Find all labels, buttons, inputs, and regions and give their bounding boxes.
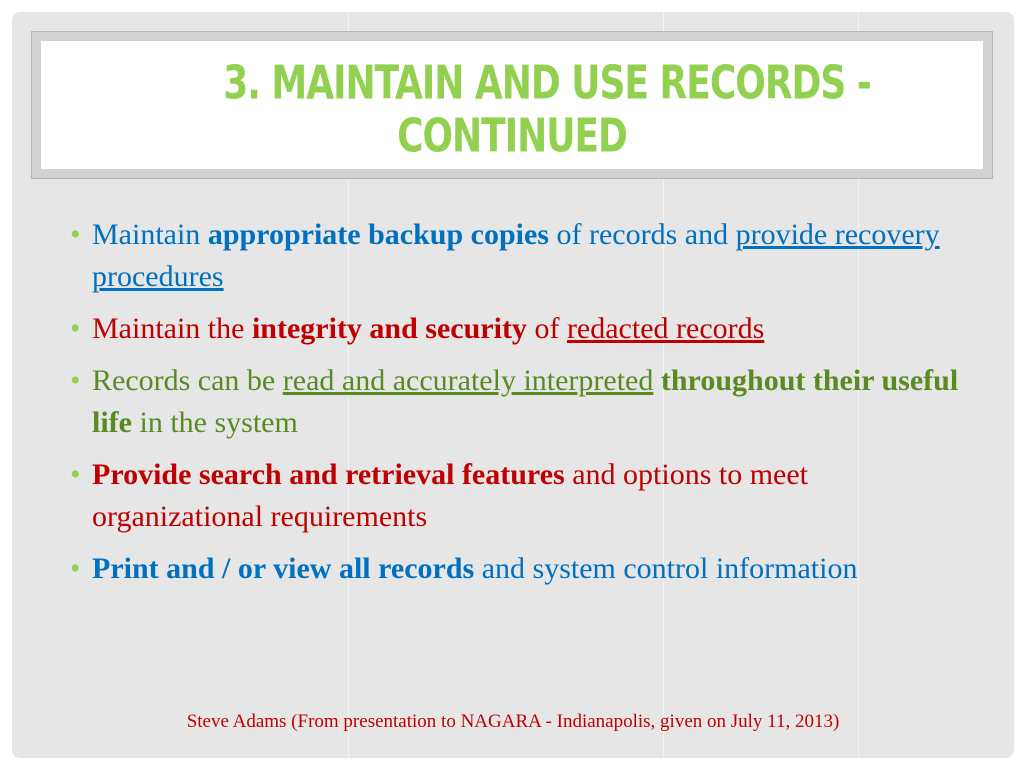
bullet-text: of <box>526 312 567 345</box>
bullet-dot: • <box>70 552 81 585</box>
bullet-text: and system control information <box>474 552 858 585</box>
bullet-item <box>70 548 980 590</box>
title-box-inner <box>41 41 983 169</box>
bullet-underlined-text: read and accurately interpreted <box>282 364 654 397</box>
bullet-emphasis: appropriate backup copies <box>207 218 549 251</box>
bullet-emphasis: Provide search and retrieval features <box>92 458 565 491</box>
title-box <box>31 31 993 179</box>
bullet-underlined-text: provide recovery procedures <box>92 218 940 293</box>
bullet-item <box>70 308 980 350</box>
bullet-text: and options to meet organizational requirements <box>92 458 808 533</box>
bullet-underlined-text: redacted records <box>566 312 765 345</box>
title-line-2: CONTINUED <box>397 109 627 163</box>
bullet-dot: • <box>70 364 81 397</box>
bullet-text <box>653 364 661 397</box>
slide-title <box>41 57 983 163</box>
bullet-dot: • <box>70 218 81 251</box>
bullet-dot: • <box>70 458 81 491</box>
bullet-text: of records and <box>548 218 736 251</box>
bullet-list <box>70 214 980 600</box>
bullet-item <box>70 214 980 298</box>
citation-footer: Steve Adams (From presentation to NAGARA - Indianapolis, given on July 11, 2013) <box>186 711 840 732</box>
slide <box>12 12 1014 758</box>
bullet-emphasis: Print and / or view all records <box>92 552 475 585</box>
bullet-text: Records can be <box>92 364 283 397</box>
bullet-text: in the system <box>131 406 298 439</box>
title-line-1: 3. MAINTAIN AND USE RECORDS - <box>223 57 871 110</box>
bullet-text: Maintain <box>92 218 208 251</box>
bullet-emphasis: throughout their useful life <box>92 364 959 439</box>
bullet-item <box>70 454 980 538</box>
bullet-dot: • <box>70 312 81 345</box>
bullet-item <box>70 360 980 444</box>
bullet-text: Maintain the <box>92 312 252 345</box>
bullet-emphasis: integrity and security <box>251 312 527 345</box>
